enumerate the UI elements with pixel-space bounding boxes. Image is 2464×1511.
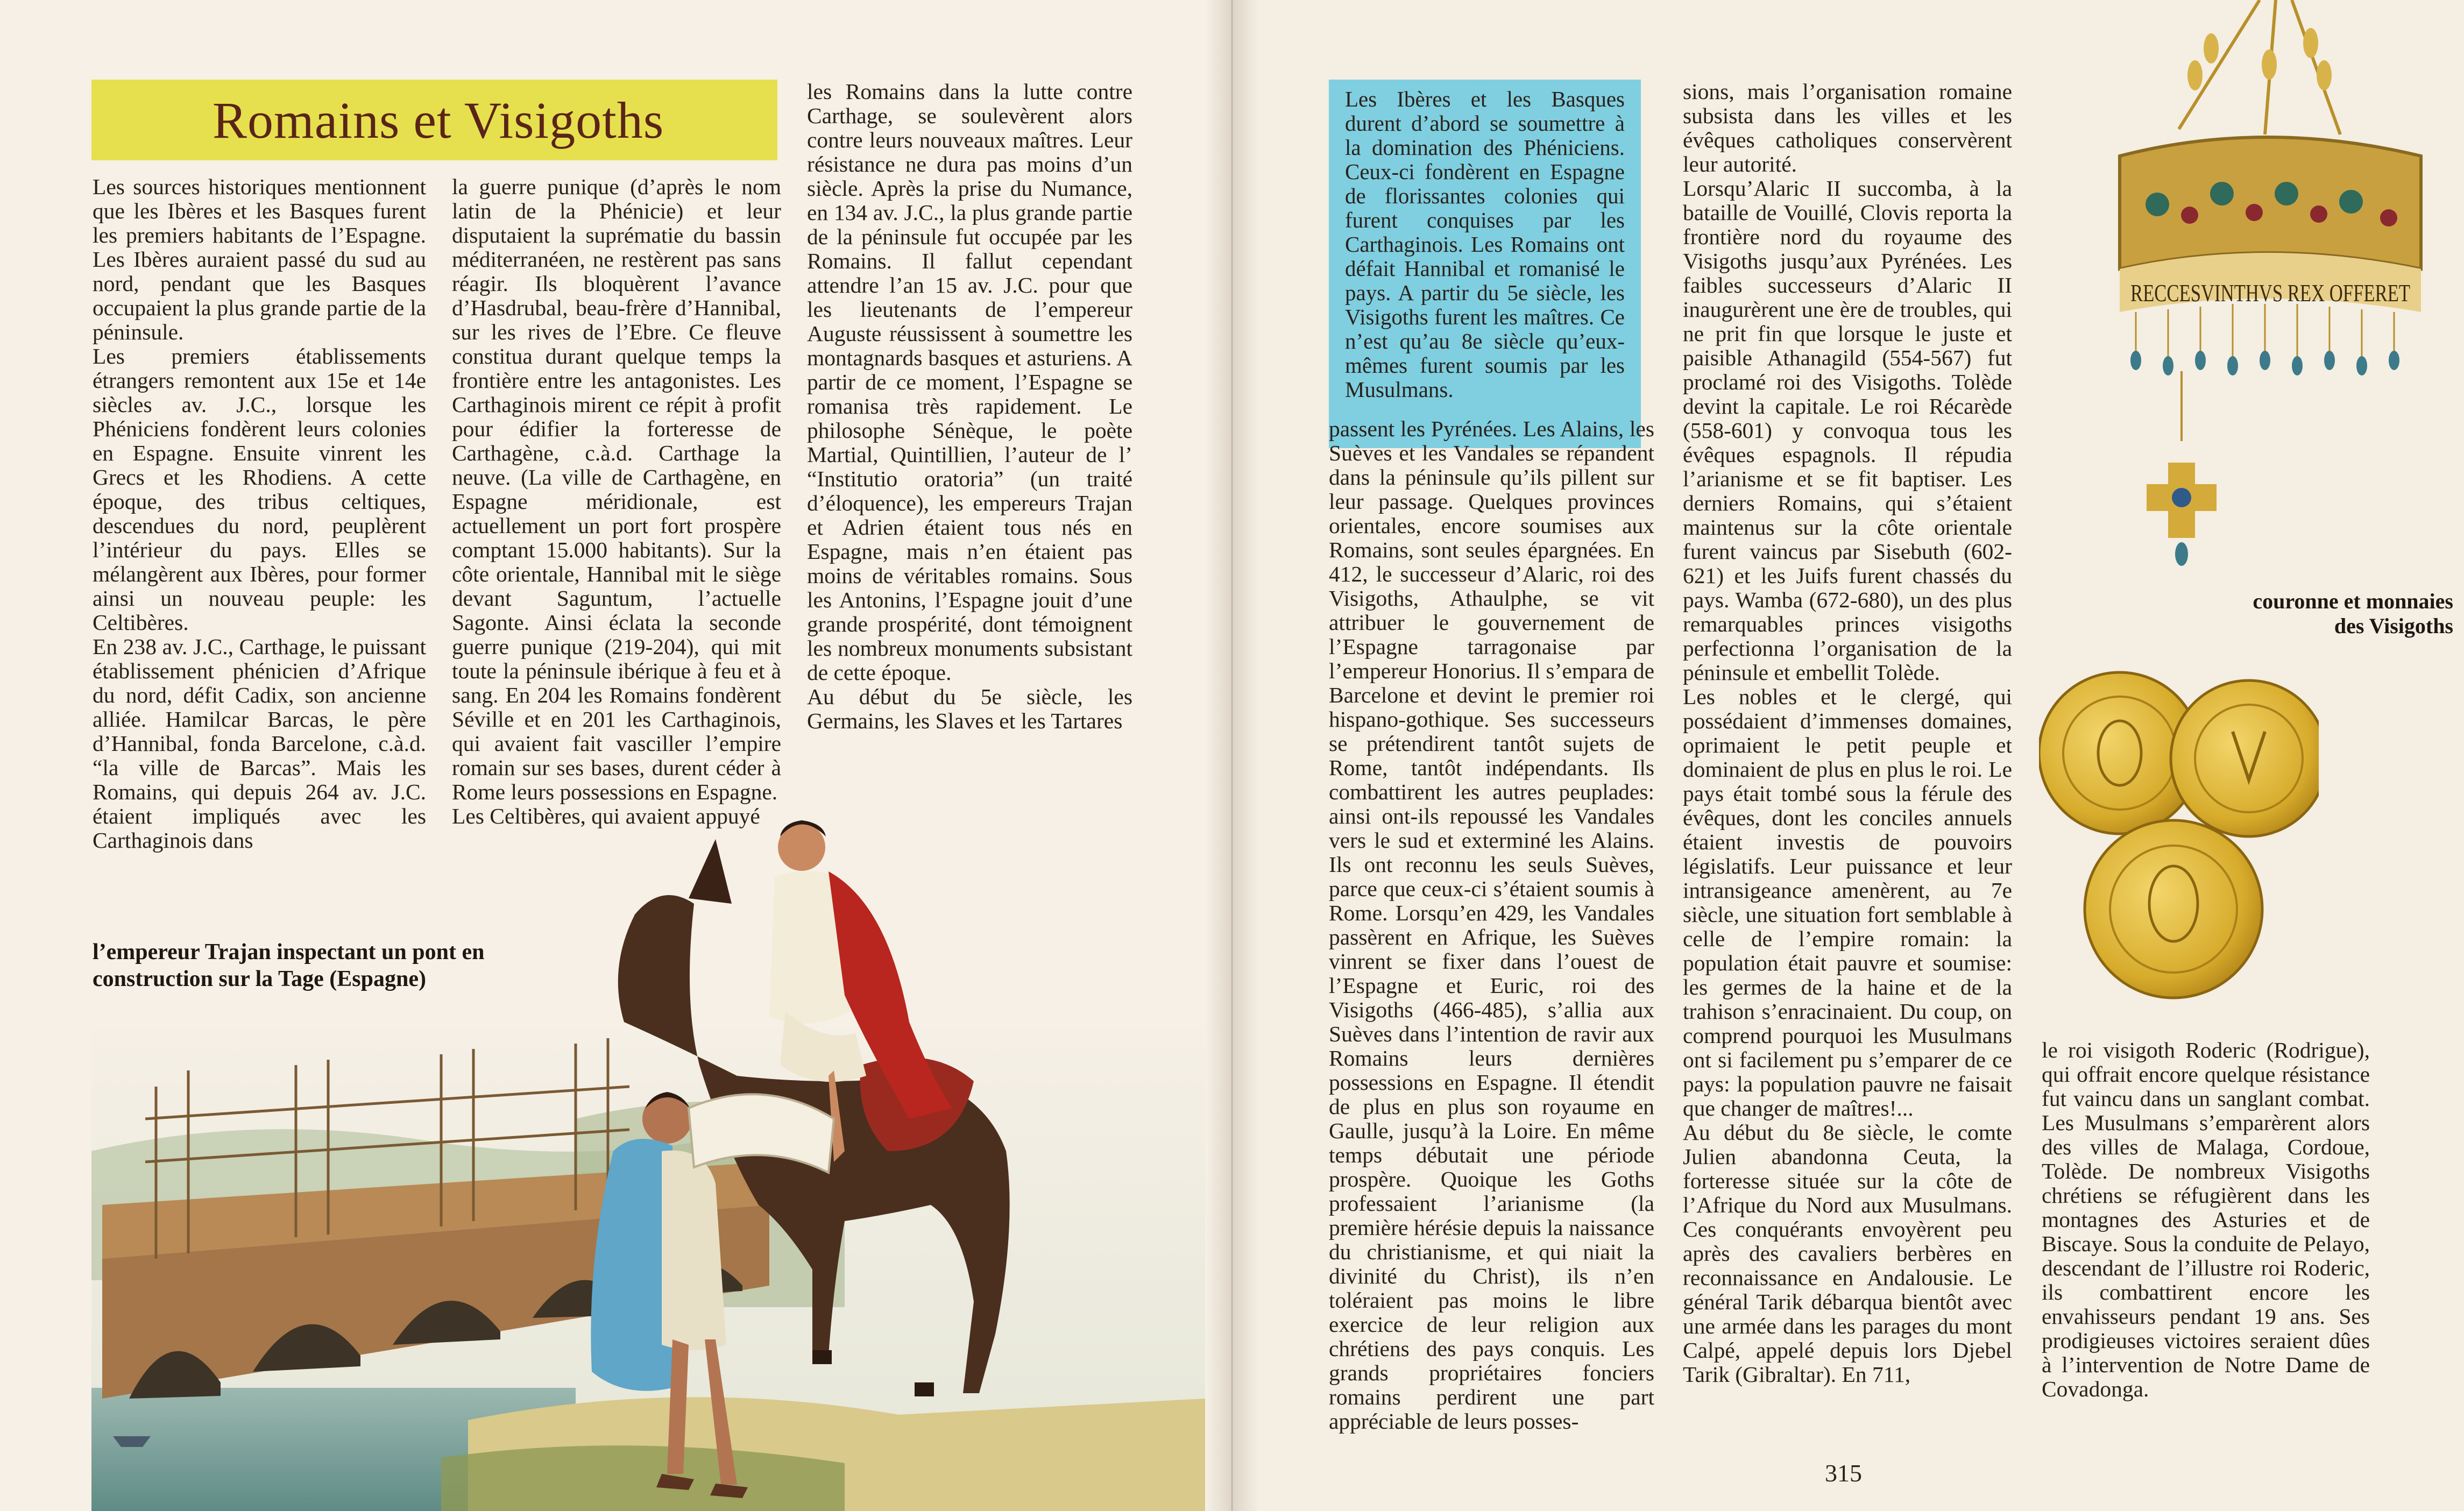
text-column-4 <box>1329 417 1654 1434</box>
summary-box <box>1329 80 1641 448</box>
paragraph: Lorsqu’Alaric II succomba, à la bataille de Vouillé, Clovis reporta la frontière nord du royaume des Visigoths jusqu’aux Pyrénées. Les faibles successeurs d’Alaric II inaugurèrent une ère de troubles, qui ne prit fin que lorsque le juste et paisible Athanagild (554-567) fut proclamé roi des Visigoths. Tolède devint la capitale. Le roi Récarède (558-601) y convoqua tous les évêques espagnols. Il répudia l’arianisme et se fit baptiser. Les derniers Romains, qui s’étaient maintenus sur la côte orientale furent vaincus par Sisebuth (602-621) et les Juifs furent chassés du pays. Wamba (672-680), un des plus remarquables princes visigoths perfectionna l’organisation de la péninsule et embellit Tolède. <box>1683 176 2012 685</box>
illustration-caption: l’empereur Trajan inspectant un pont en construction sur la Tage (Espagne) <box>93 940 485 991</box>
paragraph: les Romains dans la lutte contre Carthage, se soulevèrent alors contre leurs nouveaux maîtres. Leur résistance ne dura pas moins d’un siècle. Après la prise du Numance, en 134 av. J.C., la plus grande partie de la péninsule fut occupée par les Romains. Il fallut cependant attendre l’an 15 av. J.C. pour que les lieutenants de l’empereur Auguste réussissent à soumettre les montagnards basques et asturiens. A partir de ce moment, l’Espagne se romanisa très rapidement. Le philosophe Sénèque, le poète Martial, Quintillien, l’auteur de l’ “Institutio oratoria” (un traité d’éloquence), les empereurs Trajan et Adrien étaient tous nés en Espagne, mais n’en étaient pas moins de véritables romains. Sous les Antonins, l’Espagne jouit d’une grande prospérité, dont témoignent les nombreux monuments subsistant de cette époque. <box>807 79 1132 685</box>
paragraph: la guerre punique (d’après le nom latin de la Phénicie) et leur disputaient la suprématie du bassin méditerranéen, ne restèrent pas sans réagir. Ils bloquèrent l’avance d’Hasdrubal, beau-frère d’Hannibal, sur les rives de l’Ebre. Ce fleuve constitua durant quelque temps la frontière entre les antagonistes. Les Carthaginois mirent ce répit à profit pour édifier la forteresse de Carthagène, c.à.d. Carthage la neuve. (La ville de Carthagène, en Espagne méridionale, est actuellement un port fort prospère comptant 15.000 habitants). Sur la côte orientale, Hannibal mit le siège devant Saguntum, l’actuelle Sagonte. Ainsi éclata la seconde guerre punique (219-204), qui mit toute la péninsule ibérique à feu et à sang. En 204 les Romains fondèrent Séville et en 201 les Carthaginois, qui avaient fait vasciller l’empire romain sur ses bases, durent céder à Rome leurs possessions en Espagne. <box>452 174 781 804</box>
paragraph: le roi visigoth Roderic (Rodrigue), qui offrait encore quelque résistance fut vaincu dans un sanglant combat. Les Musulmans s’emparèrent alors des villes de Malaga, Cordoue, Tolède. De nombreux Visigoths chrétiens se réfugièrent dans les montagnes des Asturies et de Biscaye. Sous la conduite de Pelayo, descendant de l’illustre roi Roderic, ils combattirent encore les envahisseurs pendant 19 ans. Ses prodigieuses victoires seraient dûes à l’intervention de Notre Dame de Covadonga. <box>2042 1038 2370 1401</box>
visigoth-crown <box>2087 0 2464 570</box>
paragraph: Les nobles et le clergé, qui possédaient d’immenses domaines, oprimaient le petit peuple et dominaient de plus en plus le roi. Le pays était tombé sous la férule des évêques, dont les conciles annuels étaient investis de pouvoirs législatifs. Leur puissance et leur intransigeance amenèrent, au 7e siècle, une situation fort semblable à celle de l’empire romain: la population était pauvre et soumise: les germes de la haine et de la trahison s’enracinaient. Du coup, on comprend pourquoi les Musulmans ont si facilement pu s’emparer de ce pays: la population pauvre ne faisait que changer de maîtres!... <box>1683 684 2012 1120</box>
coin-icon <box>2085 820 2262 998</box>
page-number: 315 <box>1825 1459 1862 1487</box>
crown-inscription: RECCESVINTHVS REX OFFERET <box>2130 279 2410 307</box>
crown-caption: couronne et monnaies des Visigoths <box>2253 589 2453 638</box>
paragraph: Au début du 5e siècle, les Germains, les Slaves et les Tartares <box>807 684 1132 733</box>
page-title: Romains et Visigoths <box>213 91 664 149</box>
text-column-5 <box>1683 80 2012 1387</box>
paragraph: passent les Pyrénées. Les Alains, les Suèves et les Vandales se répandent dans la péninsule qu’ils pillent sur leur passage. Quelques provinces orientales, encore soumises aux Romains, sont seules épargnées. En 412, le successeur d’Alaric, roi des Visigoths, Athaulphe, se vit attribuer le gouvernement de l’Espagne tarragonaise par l’empereur Honorius. Il s’empara de Barcelone et devint le premier roi hispano-gothique. Ses successeurs se prétendirent tantôt sujets de Rome, tantôt indépendants. Ils combattirent les autres peuplades: ainsi ont-ils repoussé les Vandales vers le sud et exterminé les Alains. Ils ont reconnu les seuls Suèves, parce que ceux-ci s’étaient soumis à Rome. Lorsqu’en 429, les Vandales passèrent en Afrique, les Suèves vinrent se fixer dans l’ouest de l’Espagne et Euric, roi des Visigoths (466-485), s’allia aux Suèves dans l’intention de ravir aux Romains leurs dernières possessions en Espagne. Il étendit de plus en plus son royaume en Gaulle, jusqu’à la Loire. En même temps débutait une période prospère. Quoique les Goths professaient l’arianisme (la première hérésie depuis la naissance du christianisme, et qui niait la divinité du Christ), ils n’en toléraient pas moins le libre exercice de leur religion aux chrétiens des pays conquis. Les grands propriétaires fonciers romains perdirent une part appréciable de leurs posses- <box>1329 416 1654 1434</box>
summary-text: Les Ibères et les Basques durent d’abord se soumettre à la domination des Phéniciens. Ceux-ci fondèrent en Espagne de florissantes colonies qui furent conquises par les Carthaginois. Les Romains ont défait Hannibal et romanisé le pays. A partir du 5e siècle, les Visigoths furent les maîtres. Ce n’est qu’au 8e siècle qu’eux-mêmes furent soumis par les Musulmans. <box>1345 87 1625 402</box>
text-column-6 <box>2042 1038 2370 1401</box>
visigoth-coins <box>2039 624 2319 1033</box>
paragraph: sions, mais l’organisation romaine subsista dans les villes et les évêques catholiques conservèrent leur autorité. <box>1683 79 2012 176</box>
cross-pendant-icon <box>2147 463 2217 566</box>
paragraph: Au début du 8e siècle, le comte Julien abandonna Ceuta, la forteresse située sur la côte de l’Afrique du Nord aux Musulmans. Ces conquérants envoyèrent peu après des cavaliers berbères en reconnaissance en Andalousie. Le général Tarik débarqua bientôt avec une armée dans les parages du mont Calpé, appelé depuis lors Djebel Tarik (Gibraltar). En 711, <box>1683 1120 2012 1387</box>
paragraph: Les premiers établissements étrangers remontent aux 15e et 14e siècles av. J.C., lorsque les Phéniciens fondèrent leurs colonies en Espagne. Ensuite vinrent les Grecs et les Rhodiens. A cette époque, des tribus celtiques, descendues du nord, peuplèrent l’intérieur du pays. Elles se mélangèrent aux Ibères, pour former ainsi un nouveau peuple: les Celtibères. <box>93 344 426 635</box>
paragraph: Les sources historiques mentionnent que les Ibères et les Basques furent les premiers habitants de l’Espagne. Les Ibères auraient passé du sud au nord, pendant que les Basques occupaient la plus grande partie de la péninsule. <box>93 174 426 344</box>
paragraph: En 238 av. J.C., Carthage, le puissant établissement phénicien d’Afrique du nord, défit Cadix, son ancienne alliée. Hamilcar Barcas, le père d’Hannibal, fonda Barcelone, c.à.d. “la ville de Barcas”. Mais les Romains, qui depuis 264 av. J.C. étaient impliqués avec les Carthaginois dans <box>93 634 426 853</box>
coin-icon <box>2171 680 2319 836</box>
paragraph: Les Celtibères, qui avaient appuyé <box>452 804 760 828</box>
